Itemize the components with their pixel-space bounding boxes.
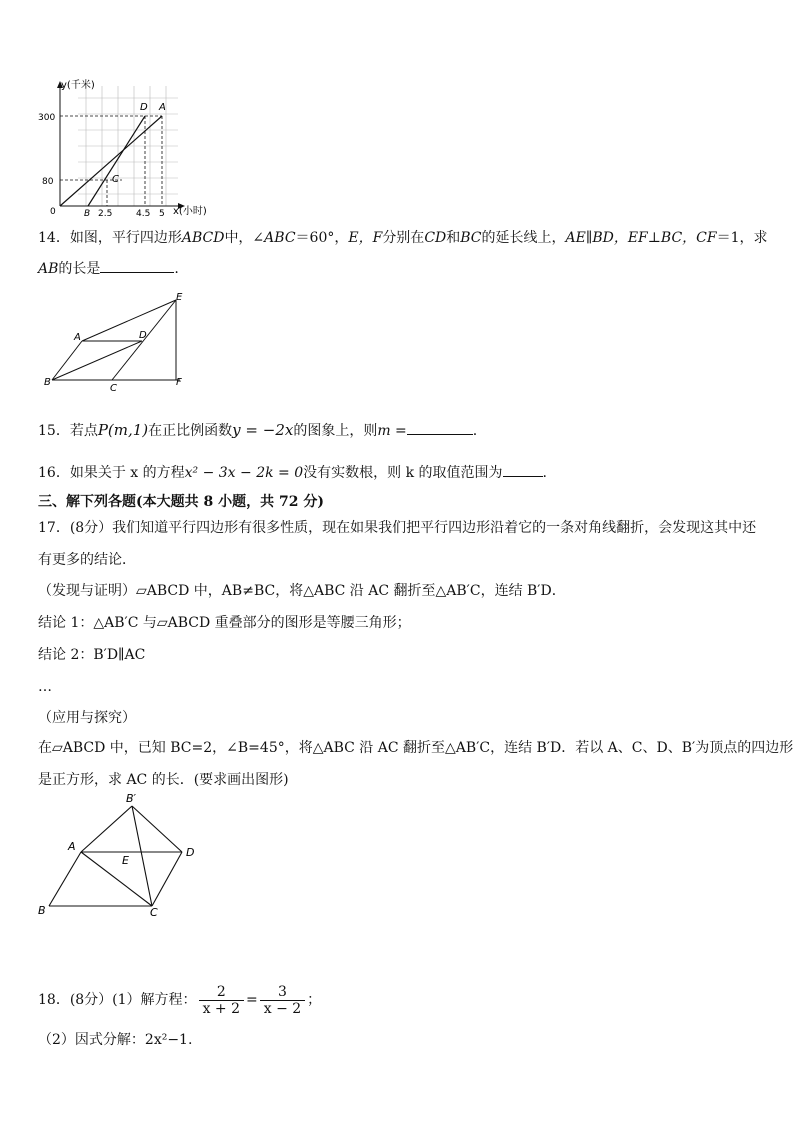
section-3-heading: 三、解下列各题(本大题共 8 小题，共 72 分) bbox=[38, 494, 324, 510]
q14-line1: 14．如图，平行四边形ABCD中，∠ABC＝60°，E，F分别在CD和BC的延长线上，AE∥BD，EF⊥BC，CF＝1，求 bbox=[38, 230, 768, 246]
q14-label-C: C bbox=[110, 383, 117, 393]
q14-answer-blank[interactable] bbox=[100, 258, 174, 273]
q18-fraction-2: $\frac{3}{x - 2}$ bbox=[260, 984, 305, 1017]
point-B: B bbox=[84, 209, 91, 219]
q17-line8: 在▱ABCD 中，已知 BC=2，∠B=45°，将△ABC 沿 AC 翻折至△AB′C，连结 B′D．若以 A、C、D、B′为顶点的四边形 bbox=[38, 740, 794, 756]
y-tick-80: 80 bbox=[42, 177, 54, 187]
x-tick-2-5: 2.5 bbox=[98, 209, 113, 219]
point-A: A bbox=[159, 102, 166, 113]
q17-label-E: E bbox=[122, 854, 129, 867]
distance-time-graph bbox=[30, 78, 250, 223]
q17-label-D: D bbox=[186, 846, 195, 859]
q14-label-B: B bbox=[44, 377, 51, 388]
q17-line6: … bbox=[38, 679, 52, 695]
q18-part2: （2）因式分解：2x²−1. bbox=[38, 1032, 193, 1048]
q17-label-A: A bbox=[68, 840, 76, 853]
x-tick-4-5: 4.5 bbox=[136, 209, 151, 219]
y-axis-label: y(千米) bbox=[61, 80, 95, 91]
q17-line5: 结论 2：B′D∥AC bbox=[38, 647, 146, 663]
q17-line9: 是正方形，求 AC 的长．(要求画出图形) bbox=[38, 772, 289, 788]
q14-line2: AB的长是 . bbox=[38, 258, 179, 279]
q17-label-C: C bbox=[150, 906, 158, 919]
line-BD bbox=[88, 116, 145, 206]
q16-line: 16．如果关于 x 的方程x² − 3x − 2k = 0没有实数根，则 k 的取值范围为 . bbox=[38, 462, 547, 483]
y-tick-300: 300 bbox=[38, 113, 56, 123]
q17-label-B-prime: B′ bbox=[126, 792, 137, 805]
q17-line2: 有更多的结论． bbox=[38, 552, 136, 568]
point-D: D bbox=[140, 102, 148, 113]
origin-label: 0 bbox=[50, 207, 56, 217]
q15-line: 15．若点P(m,1)在正比例函数y = −2x的图象上，则m = . bbox=[38, 421, 478, 439]
q17-label-B: B bbox=[38, 904, 46, 917]
x-tick-5: 5 bbox=[159, 209, 165, 219]
point-C: C bbox=[112, 174, 119, 185]
q14-label-A: A bbox=[74, 332, 81, 343]
q17-figure bbox=[34, 788, 214, 923]
q17-line4: 结论 1：△AB′C 与▱ABCD 重叠部分的图形是等腰三角形； bbox=[38, 615, 411, 631]
q14-figure bbox=[40, 288, 200, 393]
q14-label-E: E bbox=[176, 292, 183, 303]
x-axis-label: x(小时) bbox=[173, 206, 207, 217]
line-OA bbox=[60, 116, 162, 206]
q15-answer-blank[interactable] bbox=[407, 420, 473, 435]
q14-label-D: D bbox=[139, 330, 147, 341]
q17-line3: （发现与证明）▱ABCD 中，AB≠BC，将△ABC 沿 AC 翻折至△AB′C，连结 B′D． bbox=[38, 583, 566, 599]
q16-answer-blank[interactable] bbox=[503, 462, 543, 477]
q17-line1: 17．(8分）我们知道平行四边形有很多性质，现在如果我们把平行四边形沿着它的一条对角线翻折，会发现这其中还 bbox=[38, 520, 757, 536]
q18-fraction-1: $\frac{2}{x + 2}$ bbox=[199, 984, 244, 1017]
q17-line7: （应用与探究） bbox=[38, 710, 136, 726]
q18-line1: 18．(8分）(1）解方程： $\frac{2}{x + 2}$ = $\frac{3}{x - 2}$ ； bbox=[38, 983, 322, 1017]
q14-label-F: F bbox=[176, 377, 182, 388]
